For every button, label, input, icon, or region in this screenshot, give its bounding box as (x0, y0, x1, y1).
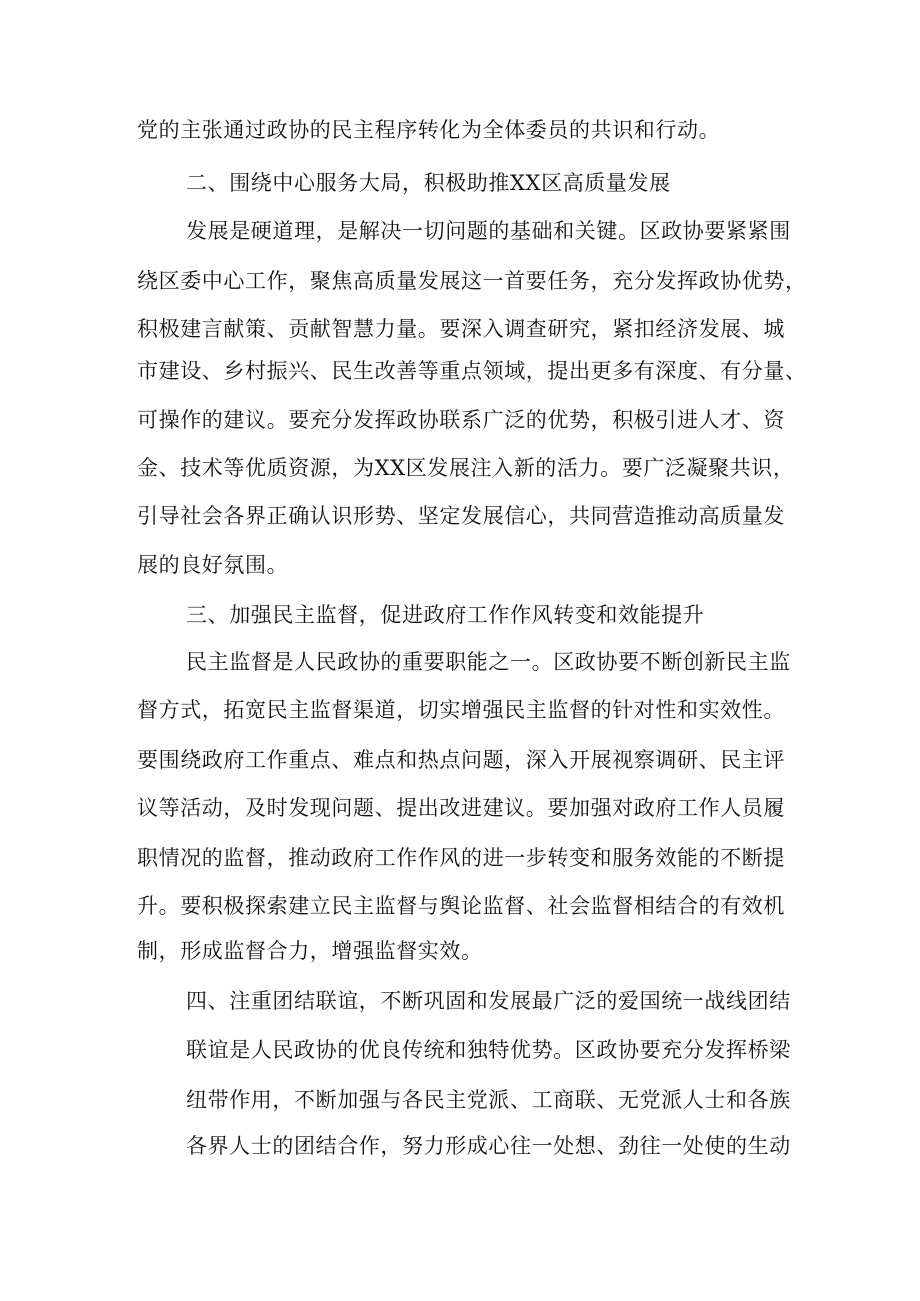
paragraph-line: 绕区委中心工作，聚焦高质量发展这一首要任务，充分发挥政协优势， (137, 269, 807, 293)
paragraph-line: 金、技术等优质资源，为XX区发展注入新的活力。要广泛凝聚共识， (137, 456, 795, 480)
paragraph-line: 引导社会各界正确认识形势、坚定发展信心，共同营造推动高质量发 (137, 504, 785, 528)
section-heading: 三、加强民主监督，促进政府工作作风转变和效能提升 (186, 603, 705, 627)
paragraph-line: 要围绕政府工作重点、难点和热点问题，深入开展视察调研、民主评 (137, 748, 785, 772)
section-heading: 二、围绕中心服务大局，积极助推XX区高质量发展 (186, 171, 671, 195)
paragraph-line: 可操作的建议。要充分发挥政协联系广泛的优势，积极引进人才、资 (137, 408, 785, 432)
paragraph-line: 议等活动，及时发现问题、提出改进建议。要加强对政府工作人员履 (137, 796, 785, 820)
paragraph-line: 积极建言献策、贡献智慧力量。要深入调查研究，紧扣经济发展、城 (137, 317, 785, 341)
section-heading: 四、注重团结联谊，不断巩固和发展最广泛的爱国统一战线团结 (186, 989, 791, 1013)
paragraph-line: 展的良好氛围。 (137, 553, 289, 577)
paragraph-line: 党的主张通过政协的民主程序转化为全体委员的共识和行动。 (137, 118, 721, 142)
paragraph-line: 发展是硬道理，是解决一切问题的基础和关键。区政协要紧紧围 (186, 219, 791, 243)
paragraph-line: 升。要积极探索建立民主监督与舆论监督、社会监督相结合的有效机 (137, 894, 785, 918)
paragraph-line: 制，形成监督合力，增强监督实效。 (137, 939, 483, 963)
paragraph-line: 民主监督是人民政协的重要职能之一。区政协要不断创新民主监 (186, 650, 791, 674)
paragraph-line: 市建设、乡村振兴、民生改善等重点领域，提出更多有深度、有分量、 (137, 359, 807, 383)
paragraph-line: 联谊是人民政协的优良传统和独特优势。区政协要充分发挥桥梁 (186, 1038, 791, 1062)
paragraph-line: 纽带作用，不断加强与各民主党派、工商联、无党派人士和各族 (186, 1088, 791, 1112)
paragraph-line: 各界人士的团结合作，努力形成心往一处想、劲往一处使的生动 (186, 1134, 791, 1158)
paragraph-line: 督方式，拓宽民主监督渠道，切实增强民主监督的针对性和实效性。 (137, 698, 785, 722)
paragraph-line: 职情况的监督，推动政府工作作风的进一步转变和服务效能的不断提 (137, 846, 785, 870)
